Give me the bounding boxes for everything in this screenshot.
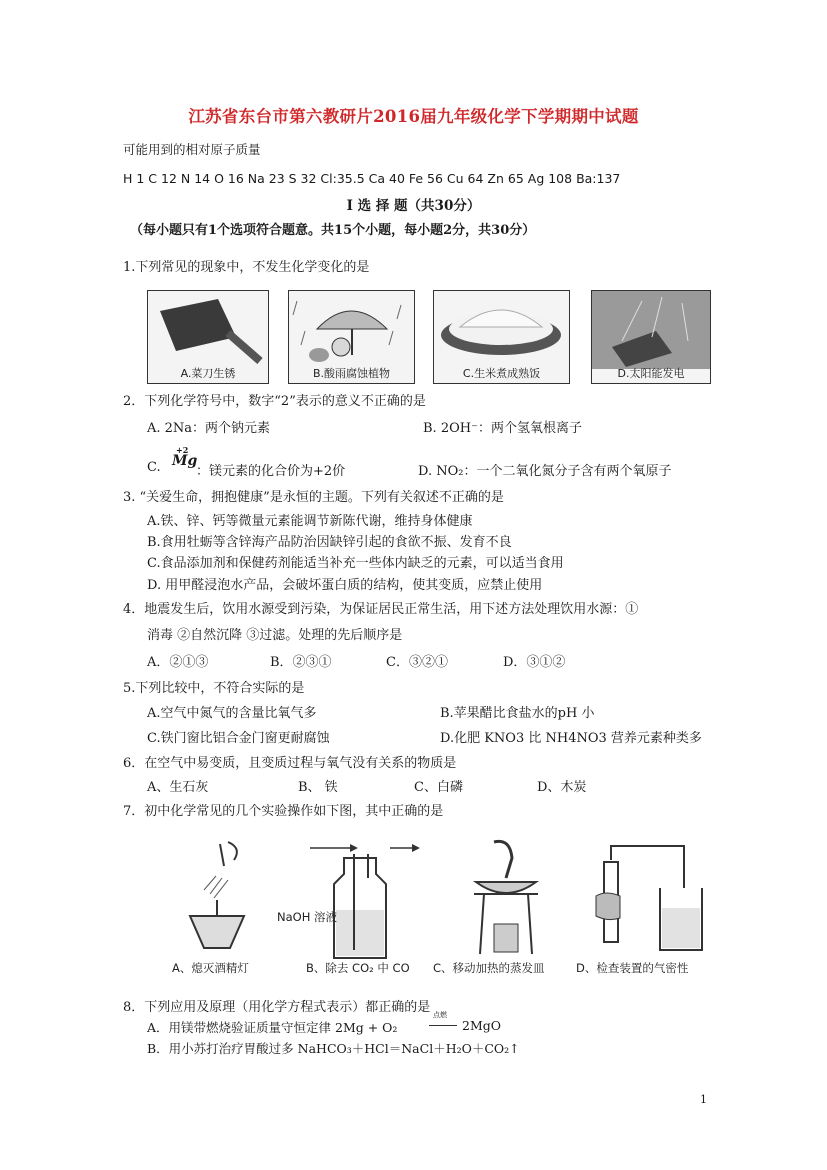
q3-option-a: A.铁、锌、钙等微量元素能调节新陈代谢，维持身体健康 xyxy=(147,514,473,529)
q7-caption-b: B、除去 CO₂ 中 CO xyxy=(306,961,410,975)
atomic-mass-line: H 1 C 12 N 14 O 16 Na 23 S 32 Cl:35.5 Ca 40 Fe 56 Cu 64 Zn 65 Ag 108 Ba:137 xyxy=(123,171,621,186)
page-title: 江苏省东台市第六教研片2016届九年级化学下学期期中试题 xyxy=(188,107,639,126)
q1-image-b xyxy=(288,290,415,384)
q5-stem: 5.下列比较中，不符合实际的是 xyxy=(123,681,305,696)
section-title: I 选 择 题（共30分） xyxy=(346,198,481,214)
q5-option-d: D.化肥 KNO3 比 NH4NO3 营养元素种类多 xyxy=(440,731,702,746)
q1-caption-a: A.菜刀生锈 xyxy=(180,367,236,380)
q2-option-a: A. 2Na：两个钠元素 xyxy=(147,421,271,436)
q2-option-b: B. 2OH⁻：两个氢氧根离子 xyxy=(423,421,582,436)
q4-option-b: B．②③① xyxy=(270,655,332,670)
q1-image-c xyxy=(433,290,570,384)
q8-option-a-product: 2MgO xyxy=(462,1018,502,1033)
q5-option-c: C.铁门窗比铝合金门窗更耐腐蚀 xyxy=(147,731,330,746)
q8-stem: 8．下列应用及原理（用化学方程式表示）都正确的是 xyxy=(123,1000,431,1015)
q4-option-a: A．②①③ xyxy=(147,655,209,670)
q1-stem: 1.下列常见的现象中，不发生化学变化的是 xyxy=(123,260,370,275)
q2-option-c-symbol: Mg xyxy=(172,453,198,469)
q7-stem: 7．初中化学常见的几个实验操作如下图，其中正确的是 xyxy=(123,804,444,819)
q4-option-c: C．③②① xyxy=(386,655,448,670)
section-note: （每小题只有1个选项符合题意。共15个小题，每小题2分，共30分） xyxy=(130,223,536,238)
q1-caption-c: C.生米煮成熟饭 xyxy=(462,367,541,380)
gas-washing-bottle-illustration xyxy=(300,838,422,960)
q5-option-b: B.苹果醋比食盐水的pH 小 xyxy=(440,706,595,721)
q3-stem: 3. “关爱生命，拥抱健康”是永恒的主题。下列有关叙述不正确的是 xyxy=(123,490,504,505)
q8-option-a-arrow xyxy=(429,1025,457,1026)
q2-option-c-valence: +2 xyxy=(176,445,189,455)
q3-option-d: D. 用甲醛浸泡水产品，会破坏蛋白质的结构，使其变质，应禁止使用 xyxy=(147,578,543,593)
q8-option-a: A．用镁带燃烧验证质量守恒定律 2Mg + O₂ xyxy=(147,1020,398,1035)
q6-option-d: D、木炭 xyxy=(537,780,587,795)
q3-option-c: C.食品添加剂和保健药剂能适当补充一些体内缺乏的元素，可以适当食用 xyxy=(147,556,564,571)
q2-option-c-prefix: C. xyxy=(147,460,161,475)
q6-stem: 6．在空气中易变质，且变质过程与氧气没有关系的物质是 xyxy=(123,756,457,771)
q7-caption-a: A、熄灭酒精灯 xyxy=(172,961,249,975)
q6-option-a: A、生石灰 xyxy=(147,780,209,795)
q7-caption-d: D、检查装置的气密性 xyxy=(576,961,689,975)
q1-image-a xyxy=(147,290,269,384)
rice-bowl-illustration xyxy=(434,291,569,369)
q4-stem-cont: 消毒 ②自然沉降 ③过滤。处理的先后顺序是 xyxy=(147,628,403,643)
page-number: 1 xyxy=(700,1093,707,1106)
knife-rust-illustration xyxy=(148,291,268,369)
q5-option-a: A.空气中氮气的含量比氧气多 xyxy=(147,706,317,721)
atomic-mass-heading: 可能用到的相对原子质量 xyxy=(123,142,261,157)
q2-option-c-text: ：镁元素的化合价为+2价 xyxy=(196,464,346,479)
extinguish-alcohol-lamp-illustration xyxy=(170,838,270,960)
q6-option-c: C、白磷 xyxy=(414,780,463,795)
q6-option-b: B、 铁 xyxy=(298,780,338,795)
evaporating-dish-illustration xyxy=(450,838,562,960)
q3-option-b: B.食用牡蛎等含锌海产品防治因缺锌引起的食欲不振、发育不良 xyxy=(147,535,512,550)
q2-stem: 2．下列化学符号中，数字“2”表示的意义不正确的是 xyxy=(123,394,426,409)
airtightness-check-illustration xyxy=(590,838,710,960)
q2-option-d: D. NO₂：一个二氧化氮分子含有两个氧原子 xyxy=(418,464,672,479)
q4-stem: 4．地震发生后，饮用水源受到污染，为保证居民正常生活，用下述方法处理饮用水源：① xyxy=(123,602,639,617)
q1-caption-d: D.太阳能发电 xyxy=(617,367,685,380)
naoh-solution-label: NaOH 溶液 xyxy=(277,910,338,924)
q4-option-d: D．③①② xyxy=(503,655,566,670)
q8-option-b: B．用小苏打治疗胃酸过多 NaHCO₃＋HCl＝NaCl＋H₂O＋CO₂↑ xyxy=(147,1041,520,1056)
q1-image-d xyxy=(591,290,711,384)
acid-rain-illustration xyxy=(289,291,414,369)
q1-caption-b: B.酸雨腐蚀植物 xyxy=(312,367,391,380)
q8-option-a-condition: 点燃 xyxy=(433,1011,447,1019)
solar-power-illustration xyxy=(592,291,710,369)
q7-caption-c: C、移动加热的蒸发皿 xyxy=(433,961,545,975)
